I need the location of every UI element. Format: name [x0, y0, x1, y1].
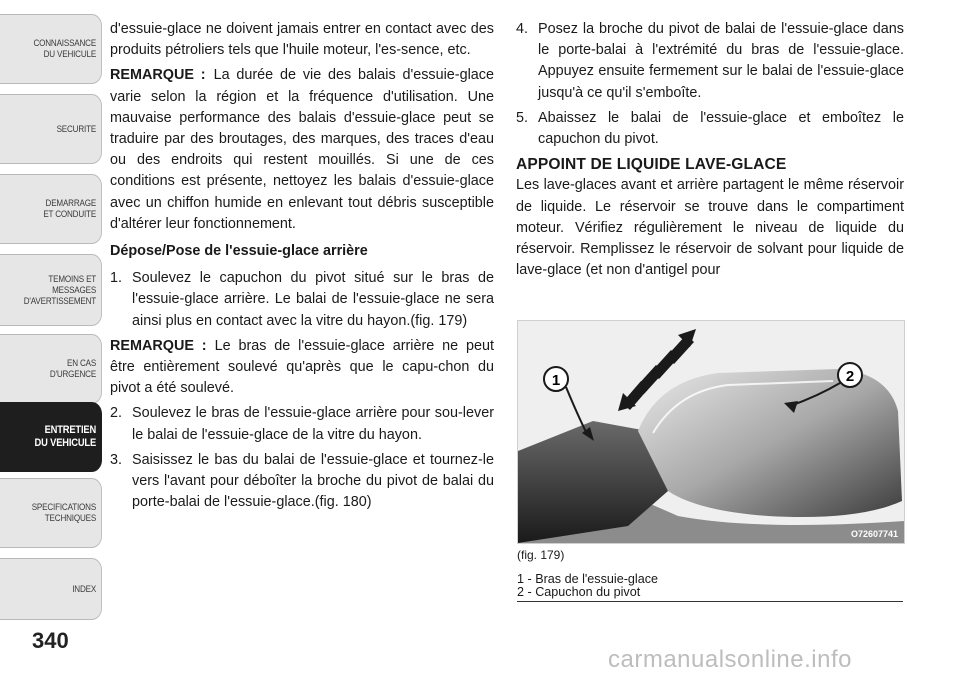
- watermark: carmanualsonline.info: [608, 646, 852, 673]
- tab-en-cas-d-urgence[interactable]: EN CAS D'URGENCE: [0, 334, 102, 404]
- note-text: Le bras de l'essuie-glace arrière ne peut être entièrement soulevé qu'après que le capu-chon du pivot a été soulevé.: [110, 337, 494, 397]
- section-sidebar: [0, 0, 104, 640]
- tab-entretien-du-vehicule[interactable]: ENTRETIEN DU VEHICULE: [0, 402, 102, 472]
- note-keyword: REMARQUE :: [110, 337, 207, 354]
- wiper-illustration: [518, 321, 904, 543]
- step-text: Soulevez le bras de l'essuie-glace arrière pour sou-lever le balai de l'essuie-glace de la vitre du hayon.: [132, 405, 494, 443]
- figure-code: O72607741: [850, 529, 898, 539]
- page-number: 340: [32, 628, 69, 653]
- note-paragraph-2: [110, 336, 494, 400]
- tab-specifications-techniques[interactable]: SPECIFICATIONS TECHNIQUES: [0, 478, 102, 548]
- callout-1-label: 1: [551, 372, 561, 389]
- subheading: Dépose/Pose de l'essuie-glace arrière: [110, 243, 368, 260]
- step-2: [110, 403, 494, 445]
- right-column: [516, 19, 904, 285]
- tab-securite[interactable]: SECURITE: [0, 94, 102, 164]
- wiper-figure: [517, 320, 905, 544]
- legend-item-1: 1 - Bras de l'essuie-glace: [517, 572, 659, 586]
- step-text: Abaissez le balai de l'essuie-glace et emboîtez le capuchon du pivot.: [538, 109, 904, 148]
- intro-paragraph: d'essuie-glace ne doivent jamais entrer en contact avec des produits pétroliers tels que l'huile moteur, l'es-sence, etc.: [110, 21, 494, 59]
- figure-caption: (fig. 179): [517, 548, 565, 562]
- legend-item-2: 2 - Capuchon du pivot: [517, 585, 641, 599]
- step-number: 5.: [516, 109, 529, 126]
- step-text: Saisissez le bas du balai de l'essuie-glace et tournez-le vers l'avant pour déboîter la broche du pivot de balai du porte-balai de l'essuie-glace.(fig. 180): [132, 451, 494, 511]
- step-text: Soulevez le capuchon du pivot situé sur le bras de l'essuie-glace arrière. Le balai de l'essuie-glace ne sera ainsi plus en contact avec la vitre du hayon.(fig. 179): [132, 270, 494, 329]
- tab-temoins-et-messages[interactable]: TEMOINS ET MESSAGES D'AVERTISSEMENT: [0, 254, 102, 326]
- tab-index[interactable]: INDEX: [0, 558, 102, 620]
- step-number: 1.: [110, 270, 123, 287]
- step-4: [516, 19, 904, 104]
- callout-2-label: 2: [845, 368, 855, 385]
- step-text: Posez la broche du pivot de balai de l'essuie-glace dans le porte-balai à l'extrémité du bras de l'essuie-glace. Appuyez ensuite fermement sur le balai de l'essuie-glace jusqu'à ce qu'il s'emboîte.: [538, 21, 904, 101]
- step-5: [516, 108, 904, 150]
- left-column: [110, 19, 494, 517]
- figure-legend: [517, 573, 903, 602]
- pivot-cap-shape: [638, 369, 902, 517]
- note-paragraph: [110, 65, 494, 235]
- step-number: 4.: [516, 21, 529, 37]
- tab-demarrage-et-conduite[interactable]: DEMARRAGE ET CONDUITE: [0, 174, 102, 244]
- step-3: [110, 450, 494, 514]
- note-text: La durée de vie des balais d'essuie-glace varie selon la région et la fréquence d'utilisation. Une mauvaise performance des balais d'essuie-glace peut se traduire par des broutages, des marques, des traces d'eau ou des endroits qui restent mouillés. Si une de ces conditions est présente, nettoyez les balais d'essuie-glace avec un chiffon humide en enlevant tout débris susceptible d'altérer leur fonctionnement.: [110, 67, 494, 232]
- section-title: APPOINT DE LIQUIDE LAVE-GLACE: [516, 156, 787, 174]
- section-paragraph: Les lave-glaces avant et arrière partagent le même réservoir de liquide. Le réservoir se trouve dans le compartiment moteur. Vérifiez régulièrement le niveau de liquide du réservoir. Remplissez le réservoir de solvant pour liquide de lave-glace (et non d'antigel pour: [516, 177, 904, 279]
- step-number: 2.: [110, 405, 123, 422]
- note-keyword: REMARQUE :: [110, 67, 206, 84]
- step-number: 3.: [110, 451, 123, 468]
- tab-connaissance-du-vehicule[interactable]: CONNAISSANCE DU VEHICULE: [0, 14, 102, 84]
- step-1: [110, 268, 494, 332]
